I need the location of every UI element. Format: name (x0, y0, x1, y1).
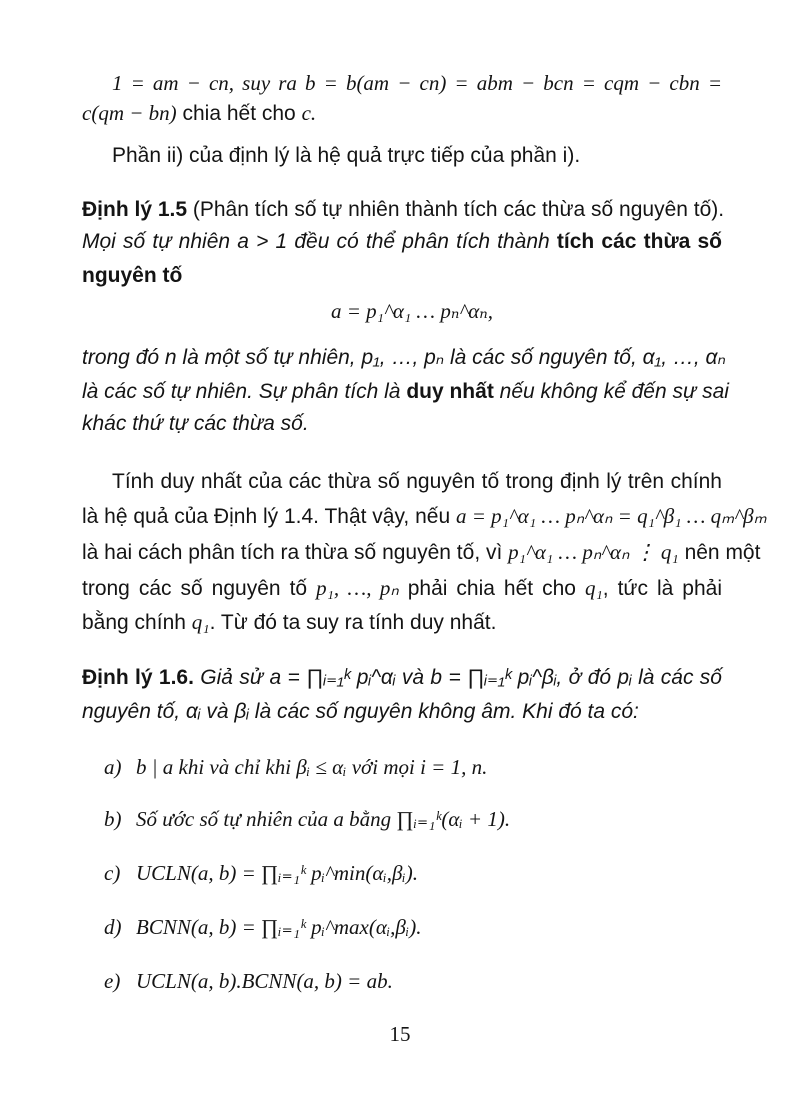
theorem-item-a: a) b | a khi và chỉ khi βᵢ ≤ αᵢ với mọi i = 1, n. (104, 755, 488, 779)
theorem-1-6-stmt-2: nguyên tố, αᵢ và βᵢ là các số nguyên không âm. Khi đó ta có: (82, 700, 639, 723)
uniqueness-line-3: là hai cách phân tích ra thừa số nguyên tố, vì p₁^α₁ … pₙ^αₙ ⋮ q₁ nên một (82, 540, 761, 564)
proof-line-1: 1 = am − cn, suy ra b = b(am − cn) = abm − bcn = cqm − cbn = (112, 71, 722, 95)
theorem-1-5-stmt-1: Mọi số tự nhiên a > 1 đều có thể phân tích thành tích các thừa số (82, 230, 722, 253)
uniqueness-line-2: là hệ quả của Định lý 1.4. Thật vậy, nếu a = p₁^α₁ … pₙ^αₙ = q₁^β₁ … qₘ^βₘ (82, 504, 767, 528)
theorem-1-5-line-e: là các số tự nhiên. Sự phân tích là duy nhất nếu không kể đến sự sai (82, 380, 729, 403)
proof-line-2: c(qm − bn) chia hết cho c. (82, 101, 317, 125)
theorem-item-c: c) UCLN(a, b) = ∏ᵢ₌₁ᵏ pᵢ^min(αᵢ,βᵢ). (104, 861, 418, 885)
uniqueness-line-1: Tính duy nhất của các thừa số nguyên tố trong định lý trên chính (112, 470, 722, 493)
theorem-1-5-label: Định lý 1.5 (82, 198, 188, 221)
theorem-1-5-line-d: trong đó n là một số tự nhiên, p₁, …, pₙ là các số nguyên tố, α₁, …, αₙ (82, 346, 726, 369)
theorem-1-5-stmt-2: nguyên tố (82, 264, 183, 287)
theorem-1-6-stmt-1: Định lý 1.6. Giả sử a = ∏ᵢ₌₁ᵏ pᵢ^αᵢ và b = ∏ᵢ₌₁ᵏ pᵢ^βᵢ, ở đó pᵢ là các số (82, 666, 722, 689)
theorem-1-5-line-f: khác thứ tự các thừa số. (82, 412, 309, 435)
theorem-item-e: e) UCLN(a, b).BCNN(a, b) = ab. (104, 969, 393, 993)
theorem-1-6-label: Định lý 1.6. (82, 666, 194, 689)
theorem-item-b: b) Số ước số tự nhiên của a bằng ∏ᵢ₌₁ᵏ(αᵢ + 1). (104, 807, 511, 831)
theorem-1-5-heading: Định lý 1.5 (Phân tích số tự nhiên thành tích các thừa số nguyên tố). (82, 198, 725, 221)
uniqueness-line-4: trong các số nguyên tố p₁, …, pₙ phải chia hết cho q₁, tức là phải (82, 576, 723, 600)
theorem-item-d: d) BCNN(a, b) = ∏ᵢ₌₁ᵏ pᵢ^max(αᵢ,βᵢ). (104, 915, 422, 939)
uniqueness-line-5: bằng chính q₁. Từ đó ta suy ra tính duy nhất. (82, 610, 497, 634)
part-ii-paragraph: Phần ii) của định lý là hệ quả trực tiếp của phần i). (112, 144, 581, 167)
theorem-1-5-formula: a = p₁^α₁ … pₙ^αₙ, (331, 299, 493, 323)
page-number: 15 (389, 1022, 411, 1046)
